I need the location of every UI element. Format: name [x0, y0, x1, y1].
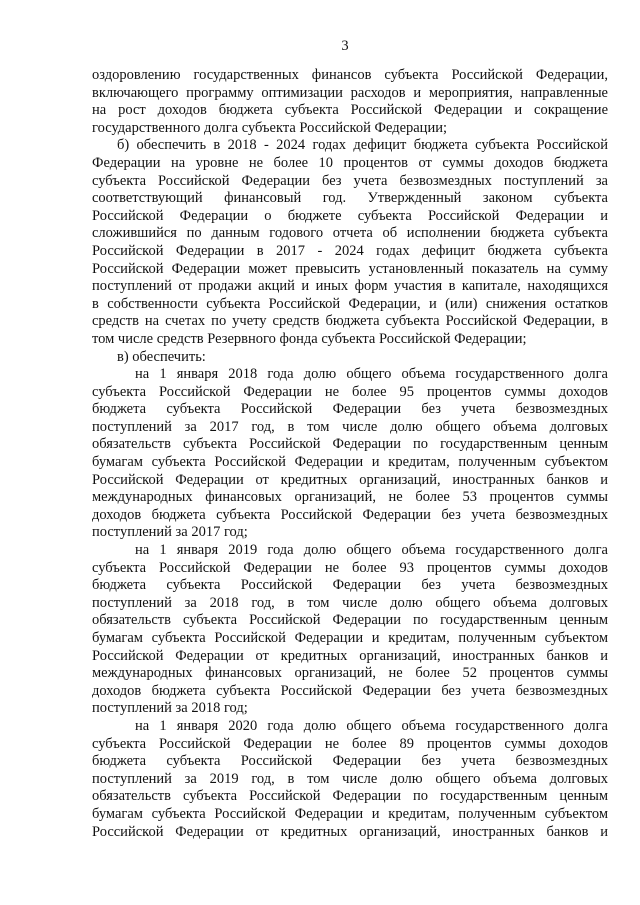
paragraph-item-v: [92, 349, 608, 367]
document-line: том числе средств Резервного фонда субъекта Российской Федерации;: [92, 330, 527, 347]
document-line: бюджета субъекта Российской Федерации без учета безвозмездных: [92, 753, 608, 770]
document-line: включающего программу оптимизации расходов и мероприятия, направленные: [92, 84, 608, 101]
document-line: Российской Федерации в 2017 - 2024 годах дефицит бюджета субъекта: [92, 242, 608, 259]
document-line: субъекта Российской Федерации не более 89 процентов суммы доходов: [92, 735, 608, 752]
paragraph-item-b: [92, 137, 608, 348]
document-line: Российской Федерации от кредитных организаций, иностранных банков и: [92, 647, 608, 664]
document-line: в) обеспечить:: [117, 348, 206, 365]
document-line: Федерации на уровне не более 10 процентов от суммы доходов бюджета: [92, 154, 608, 171]
document-line: международных финансовых организаций, не более 52 процентов суммы: [92, 665, 608, 682]
document-line: обязательств субъекта Российской Федерации по государственным ценным: [92, 612, 608, 629]
document-line: доходов бюджета субъекта Российской Федерации без учета безвозмездных: [92, 506, 608, 523]
document-line: доходов бюджета субъекта Российской Федерации без учета безвозмездных: [92, 682, 608, 699]
document-line: на 1 января 2020 года долю общего объема государственного долга: [135, 717, 608, 734]
document-line: Российской Федерации от кредитных организаций, иностранных банков и: [92, 823, 608, 840]
document-line: на 1 января 2018 года долю общего объема государственного долга: [135, 366, 608, 383]
paragraph-2019: [92, 542, 608, 718]
document-line: на 1 января 2019 года долю общего объема государственного долга: [135, 542, 608, 559]
document-line: оздоровлению государственных финансов субъекта Российской Федерации,: [92, 67, 608, 83]
document-line: обязательств субъекта Российской Федерации по государственным ценным: [92, 788, 608, 805]
document-line: субъекта Российской Федерации не более 95 процентов суммы доходов: [92, 383, 608, 400]
paragraph-2020: [92, 718, 608, 841]
document-line: государственного долга субъекта Российской Федерации;: [92, 119, 447, 136]
document-line: соответствующий финансовый год. Утвержденный законом субъекта: [92, 190, 608, 207]
document-line: на рост доходов бюджета субъекта Российской Федерации и сокращение: [92, 102, 608, 119]
document-line: бумагам субъекта Российской Федерации и кредитам, полученным субъектом: [92, 630, 608, 646]
page-number: 3: [341, 38, 349, 54]
document-line: поступлений за 2019 год, в том числе долю общего объема долговых: [92, 770, 608, 787]
document-body: [92, 67, 608, 841]
document-line: обязательств субъекта Российской Федерации по государственным ценным: [92, 436, 608, 453]
document-line: субъекта Российской Федерации без учета безвозмездных поступлений за: [92, 172, 608, 189]
document-line: международных финансовых организаций, не более 53 процентов суммы: [92, 489, 608, 506]
document-line: бумагам субъекта Российской Федерации и кредитам, полученным субъектом: [92, 454, 608, 471]
document-line: Российской Федерации может превысить установленный показатель на сумму: [92, 260, 608, 277]
document-line: поступлений за 2017 год, в том числе долю общего объема долговых: [92, 418, 608, 435]
document-line: поступлений за 2017 год;: [92, 524, 248, 541]
document-line: Российской Федерации о бюджете субъекта Российской Федерации и: [92, 207, 608, 224]
document-line: поступлений за 2018 год;: [92, 700, 248, 717]
paragraph-continuation: [92, 67, 608, 137]
document-line: Российской Федерации от кредитных организаций, иностранных банков и: [92, 471, 608, 488]
document-line: поступлений от продажи акций и иных форм участия в капитале, находящихся: [92, 278, 608, 295]
document-line: поступлений за 2018 год, в том числе долю общего объема долговых: [92, 594, 608, 611]
document-line: в собственности субъекта Российской Федерации, и (или) снижения остатков: [92, 295, 608, 312]
paragraph-2018: [92, 366, 608, 542]
document-line: бумагам субъекта Российской Федерации и кредитам, полученным субъектом: [92, 805, 608, 822]
document-line: субъекта Российской Федерации не более 93 процентов суммы доходов: [92, 559, 608, 576]
document-line: б) обеспечить в 2018 - 2024 годах дефицит бюджета субъекта Российской: [117, 137, 608, 154]
document-line: средств на счетах по учету средств бюджета субъекта Российской Федерации, в: [92, 313, 608, 330]
document-line: бюджета субъекта Российской Федерации без учета безвозмездных: [92, 577, 608, 594]
document-line: бюджета субъекта Российской Федерации без учета безвозмездных: [92, 401, 608, 418]
document-line: сложившийся по данным годового отчета об исполнении бюджета субъекта: [92, 225, 608, 242]
